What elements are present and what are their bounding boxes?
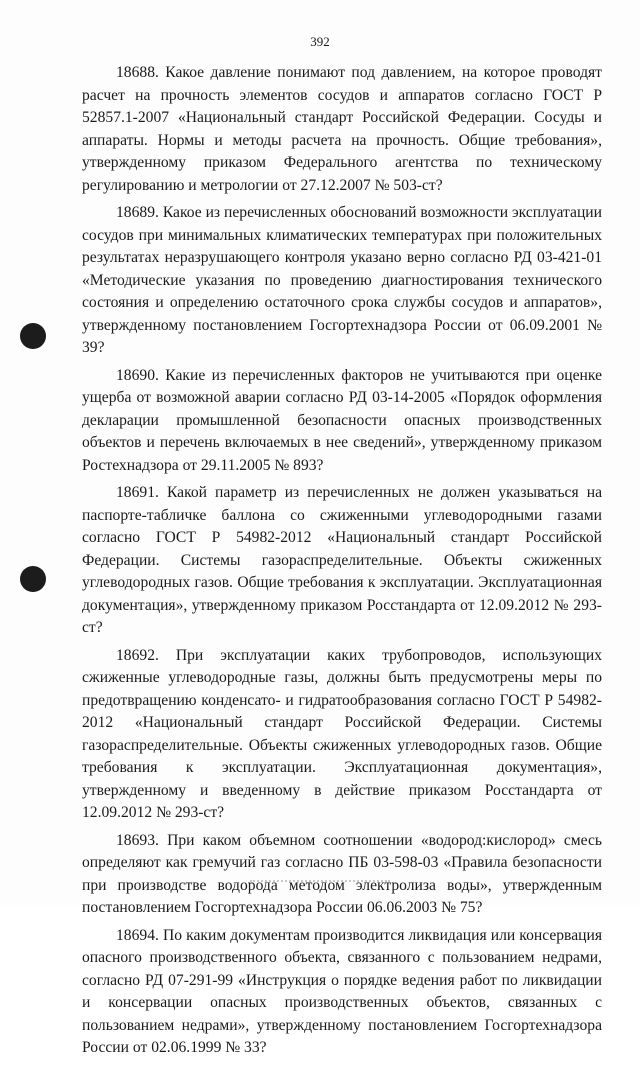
question-18693: 18693. При каком объемном соотношении «водород:кислород» смесь определяют как гремучий газ согласно ПБ 03-598-03 «Правила безопасности при производстве водорода методом электролиза воды», утвержденным постановлением Госгортехнадзора России 06.06.2003 № 75? (82, 831, 602, 916)
question-18689: 18689. Какое из перечисленных обоснований возможности эксплуатации сосудов при минимальных климатических температурах при положительных результатах неразрушающего контроля указано верно согласно РД 03-421-01 «Методические указания по проведению диагностирования технического состояния и определению остаточного срока службы сосудов и аппаратов», утвержденному постановлением Госгортехнадзора России от 06.09.2001 № 39? (82, 204, 602, 356)
question-18694: 18694. По каким документам производится ликвидация или консервация опасного производственного объекта, связанного с пользованием недрами, согласно РД 07-291-99 «Инструкция о порядке ведения работ по ликвидации и консервации опасных производственных объектов, связанных с пользованием недрами», утвержденному постановлением Госгортехнадзора России от 02.06.1999 № 33? (82, 926, 602, 1056)
question-18690: 18690. Какие из перечисленных факторов не учитываются при оценке ущерба от возможной аварии согласно РД 03-14-2005 «Порядок оформления декларации промышленной безопасности опасных производственных объектов и перечень включаемых в нее сведений», утвержденному приказом Ростехнадзора от 29.11.2005 № 893? (82, 366, 602, 474)
scan-artifact (250, 880, 390, 884)
punch-hole-top (20, 323, 46, 349)
question-18692: 18692. При эксплуатации каких трубопроводов, использующих сжиженные углеводородные газы, должны быть предусмотрены меры по предотвращению конденсато- и гидратообразования согласно ГОСТ Р 54982-2012 «Национальный стандарт Российской Федерации. Системы газораспределительные. Объекты сжиженных углеводородных газов. Общие требования к эксплуатации. Эксплуатационная документация», утвержденному и введенному в действие приказом Росстандарта от 12.09.2012 № 293-ст? (82, 646, 602, 821)
page-number: 392 (310, 34, 330, 49)
questions-list (82, 62, 602, 1065)
question-18688: 18688. Какое давление понимают под давлением, на которое проводят расчет на прочность элементов сосудов и аппаратов согласно ГОСТ Р 52857.1-2007 «Национальный стандарт Российской Федерации. Сосуды и аппараты. Нормы и методы расчета на прочность. Общие требования», утвержденному приказом Федерального агентства по техническому регулированию и метрологии от 27.12.2007 № 503-ст? (82, 64, 602, 194)
punch-hole-bottom (20, 566, 46, 592)
question-18691: 18691. Какой параметр из перечисленных не должен указываться на паспорте-табличке баллона со сжиженными углеводородными газами согласно ГОСТ Р 54982-2012 «Национальный стандарт Российской Федерации. Системы газораспределительные. Объекты сжиженных углеводородных газов. Общие требования к эксплуатации. Эксплуатационная документация», утвержденному приказом Росстандарта от 12.09.2012 № 293-ст? (82, 484, 602, 636)
